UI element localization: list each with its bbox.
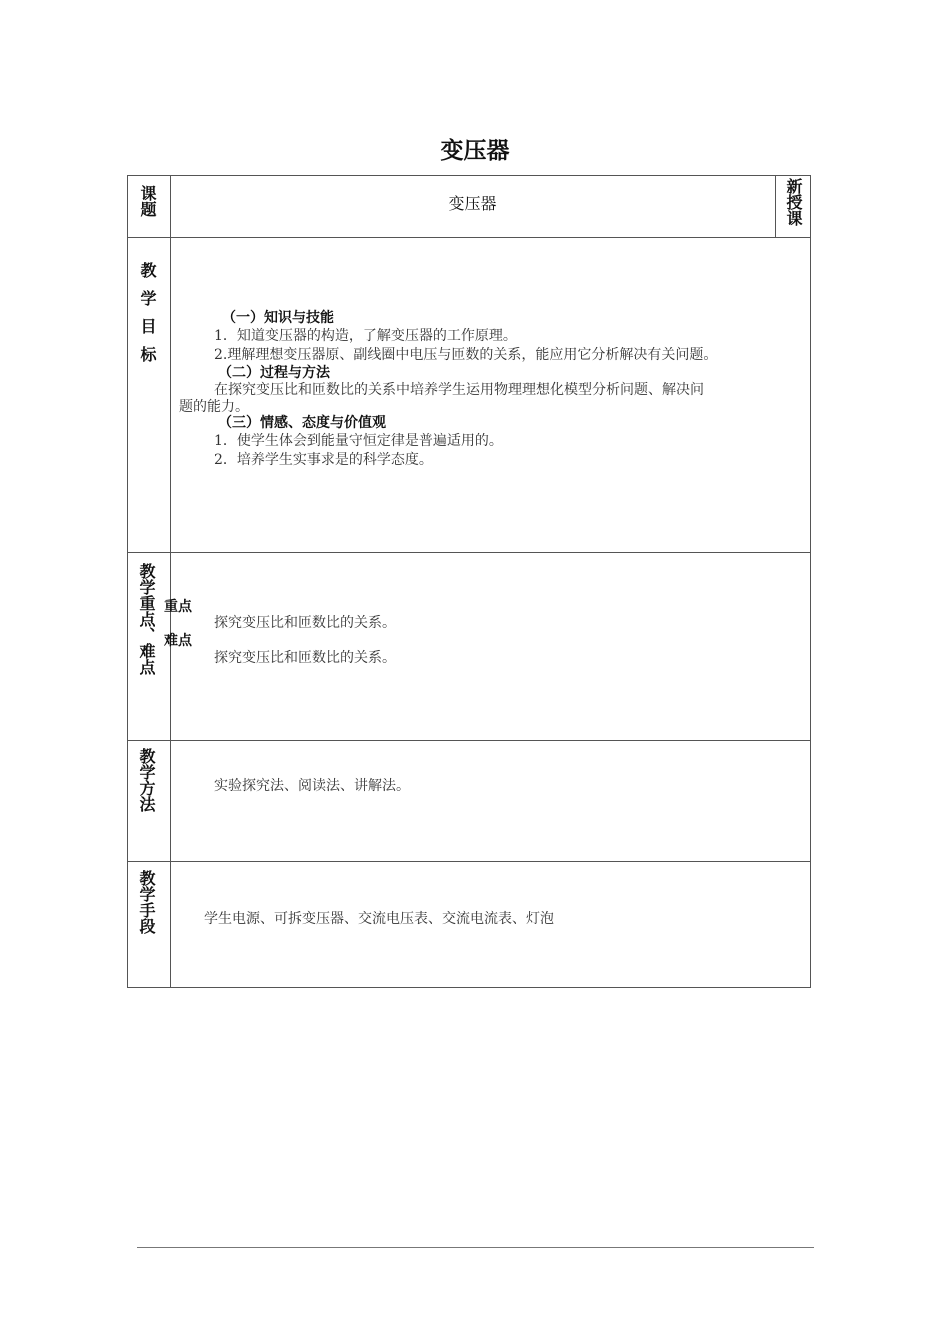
table-border-left <box>127 175 128 988</box>
means-text: 学生电源、可拆变压器、交流电压表、交流电流表、灯泡 <box>204 911 554 927</box>
methods-text: 实验探究法、阅读法、讲解法。 <box>214 778 410 794</box>
key-point-label: 重点 <box>164 599 192 615</box>
objectives-sec3-item2: 2．培养学生实事求是的科学态度。 <box>214 452 433 468</box>
difficult-point-text: 探究变压比和匝数比的关系。 <box>214 650 396 666</box>
key-point-text: 探究变压比和匝数比的关系。 <box>214 615 396 631</box>
methods-label: 教学方法 <box>137 748 156 812</box>
table-divider <box>127 861 811 862</box>
topic-value: 变压器 <box>448 194 497 213</box>
table-column-divider <box>170 175 171 988</box>
means-label: 教学手段 <box>137 870 156 934</box>
objectives-sec2-heading: （二）过程与方法 <box>218 365 330 381</box>
objectives-sec3-item1: 1．使学生体会到能量守恒定律是普遍适用的。 <box>214 433 503 449</box>
table-divider <box>127 740 811 741</box>
table-border-top <box>127 175 811 176</box>
table-divider <box>127 237 811 238</box>
topic-label: 课题 <box>138 185 157 217</box>
objectives-label: 教学目标 <box>138 262 157 374</box>
table-border-bottom <box>127 987 811 988</box>
table-divider <box>127 552 811 553</box>
type-cell-divider <box>775 175 776 237</box>
objectives-sec2-line2: 题的能力。 <box>179 399 249 415</box>
objectives-sec1-item2: 2.理解理想变压器原、副线圈中电压与匝数的关系，能应用它分析解决有关问题。 <box>214 347 718 363</box>
key-points-label: 教学重点、难点 <box>137 563 156 675</box>
objectives-sec3-heading: （三）情感、态度与价值观 <box>218 415 386 431</box>
difficult-point-label: 难点 <box>164 633 192 649</box>
table-border-right <box>810 175 811 988</box>
footer-rule <box>137 1247 814 1248</box>
document-title: 变压器 <box>440 138 510 164</box>
objectives-sec1-item1: 1．知道变压器的构造，了解变压器的工作原理。 <box>214 328 517 344</box>
lesson-type: 新授课 <box>784 178 803 226</box>
objectives-sec1-heading: （一）知识与技能 <box>222 310 334 326</box>
objectives-sec2-line1: 在探究变压比和匝数比的关系中培养学生运用物理理想化模型分析问题、解决问 <box>214 382 704 398</box>
